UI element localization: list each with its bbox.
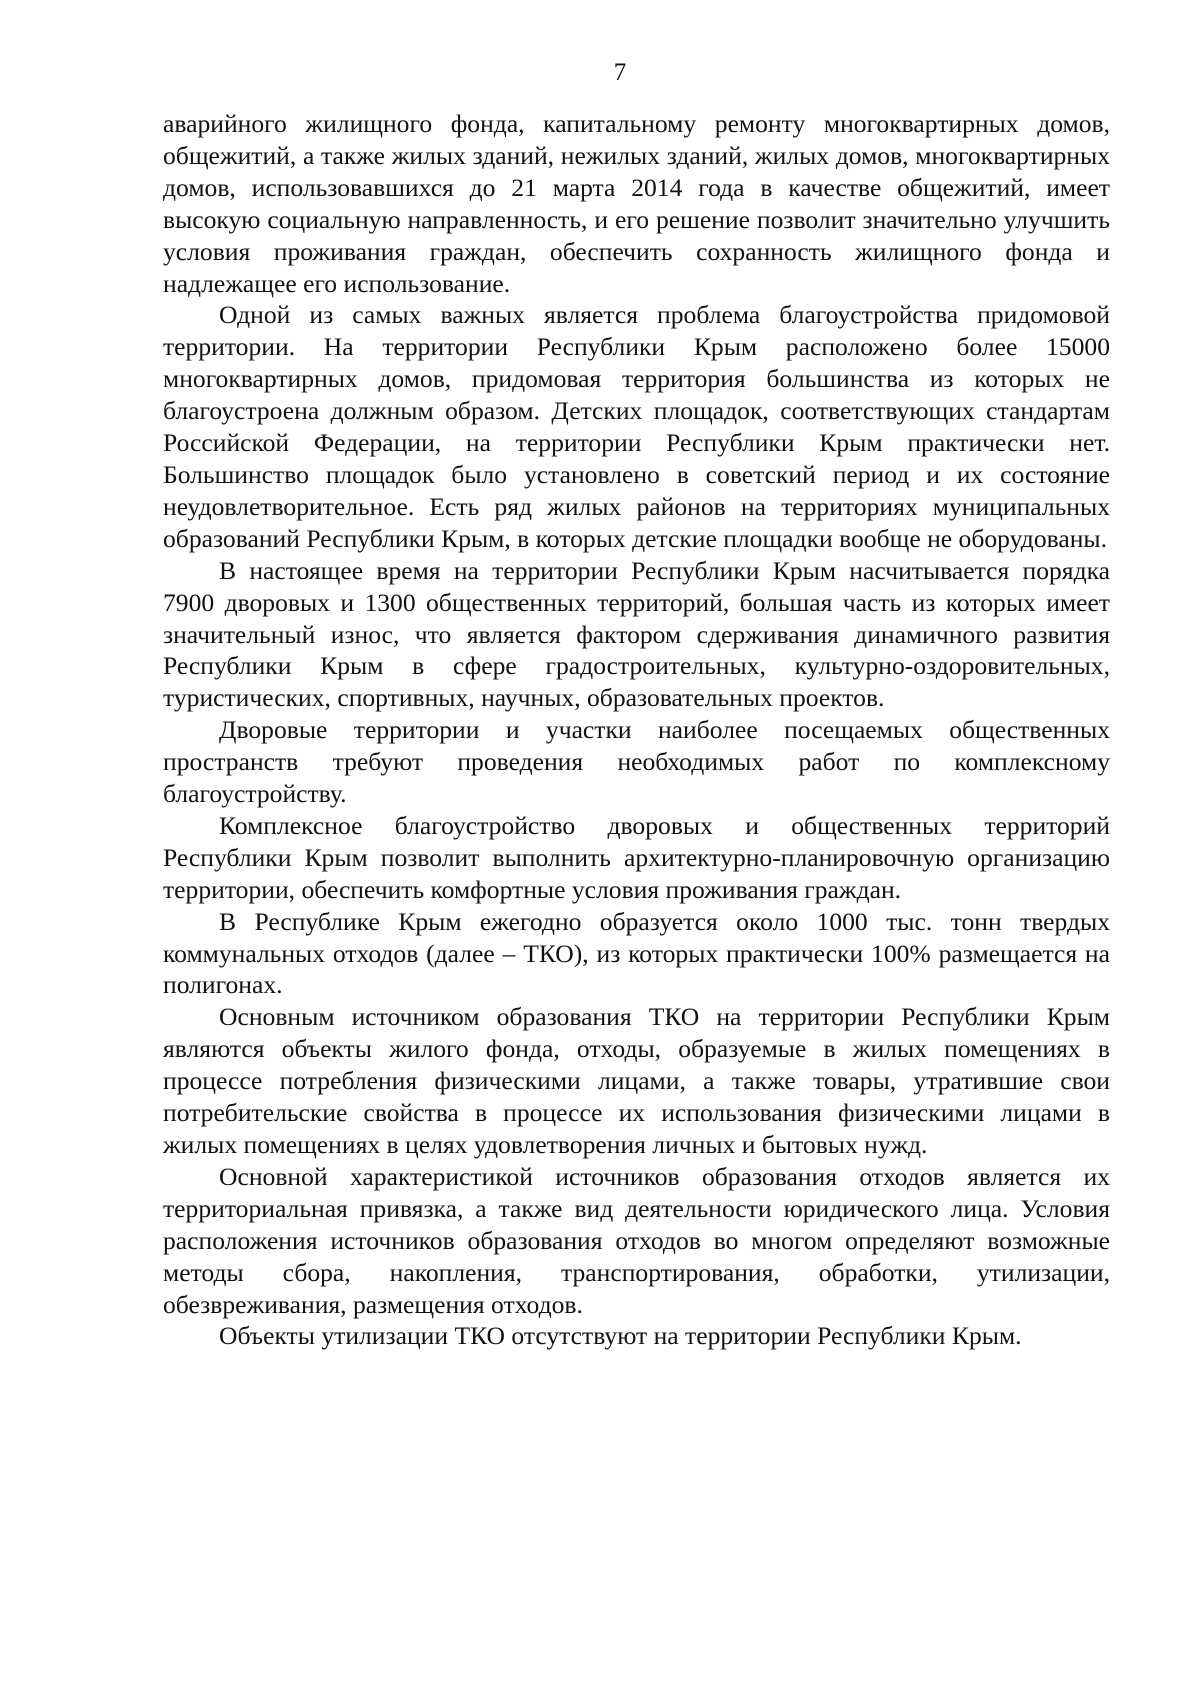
- paragraph: В Республике Крым ежегодно образуется около 1000 тыс. тонн твердых коммунальных отходов (далее – ТКО), из которых практически 100% размещается на полигонах.: [163, 906, 1110, 1000]
- paragraph: Основной характеристикой источников образования отходов является их территориальная привязка, а также вид деятельности юридического лица. Условия расположения источников образования отходов во многом определяют возможные методы сбора, накопления, транспортирования, обработки, утилизации, обезвреживания, размещения отходов.: [163, 1161, 1110, 1319]
- paragraph: Дворовые территории и участки наиболее посещаемых общественных пространств требуют проведения необходимых работ по комплексному благоустройству.: [163, 715, 1110, 809]
- paragraph: Объекты утилизации ТКО отсутствуют на территории Республики Крым.: [219, 1321, 1022, 1351]
- paragraph: Комплексное благоустройство дворовых и общественных территорий Республики Крым позволит выполнить архитектурно-планировочную организацию территории, обеспечить комфортные условия проживания граждан.: [163, 810, 1110, 904]
- paragraph: В настоящее время на территории Республики Крым насчитывается порядка 7900 дворовых и 1300 общественных территорий, большая часть из которых имеет значительный износ, что является фактором сдерживания динамичного развития Республики Крым в сфере градостроительных, культурно-оздоровительных, туристических, спортивных, научных, образовательных проектов.: [163, 555, 1110, 713]
- document-body: [163, 108, 1110, 1352]
- page-number: 7: [613, 59, 627, 86]
- paragraph: Основным источником образования ТКО на территории Республики Крым являются объекты жилого фонда, отходы, образуемые в жилых помещениях в процессе потребления физическими лицами, а также товары, утратившие свои потребительские свойства в процессе их использования физическими лицами в жилых помещениях в целях удовлетворения личных и бытовых нужд.: [163, 1002, 1110, 1159]
- paragraph: Одной из самых важных является проблема благоустройства придомовой территории. На территории Республики Крым расположено более 15000 многоквартирных домов, придомовая территория большинства из которых не благоустроена должным образом. Детских площадок, соответствующих стандартам Российской Федерации, на территории Республики Крым практически нет. Большинство площадок было установлено в советский период и их состояние неудовлетворительное. Есть ряд жилых районов на территориях муниципальных образований Республики Крым, в которых детские площадки вообще не оборудованы.: [163, 300, 1110, 553]
- paragraph-continuation: аварийного жилищного фонда, капитальному ремонту многоквартирных домов, общежитий, а также жилых зданий, нежилых зданий, жилых домов, многоквартирных домов, использовавшихся до 21 марта 2014 года в качестве общежитий, имеет высокую социальную направленность, и его решение позволит значительно улучшить условия проживания граждан, обеспечить сохранность жилищного фонда и надлежащее его использование.: [163, 109, 1110, 298]
